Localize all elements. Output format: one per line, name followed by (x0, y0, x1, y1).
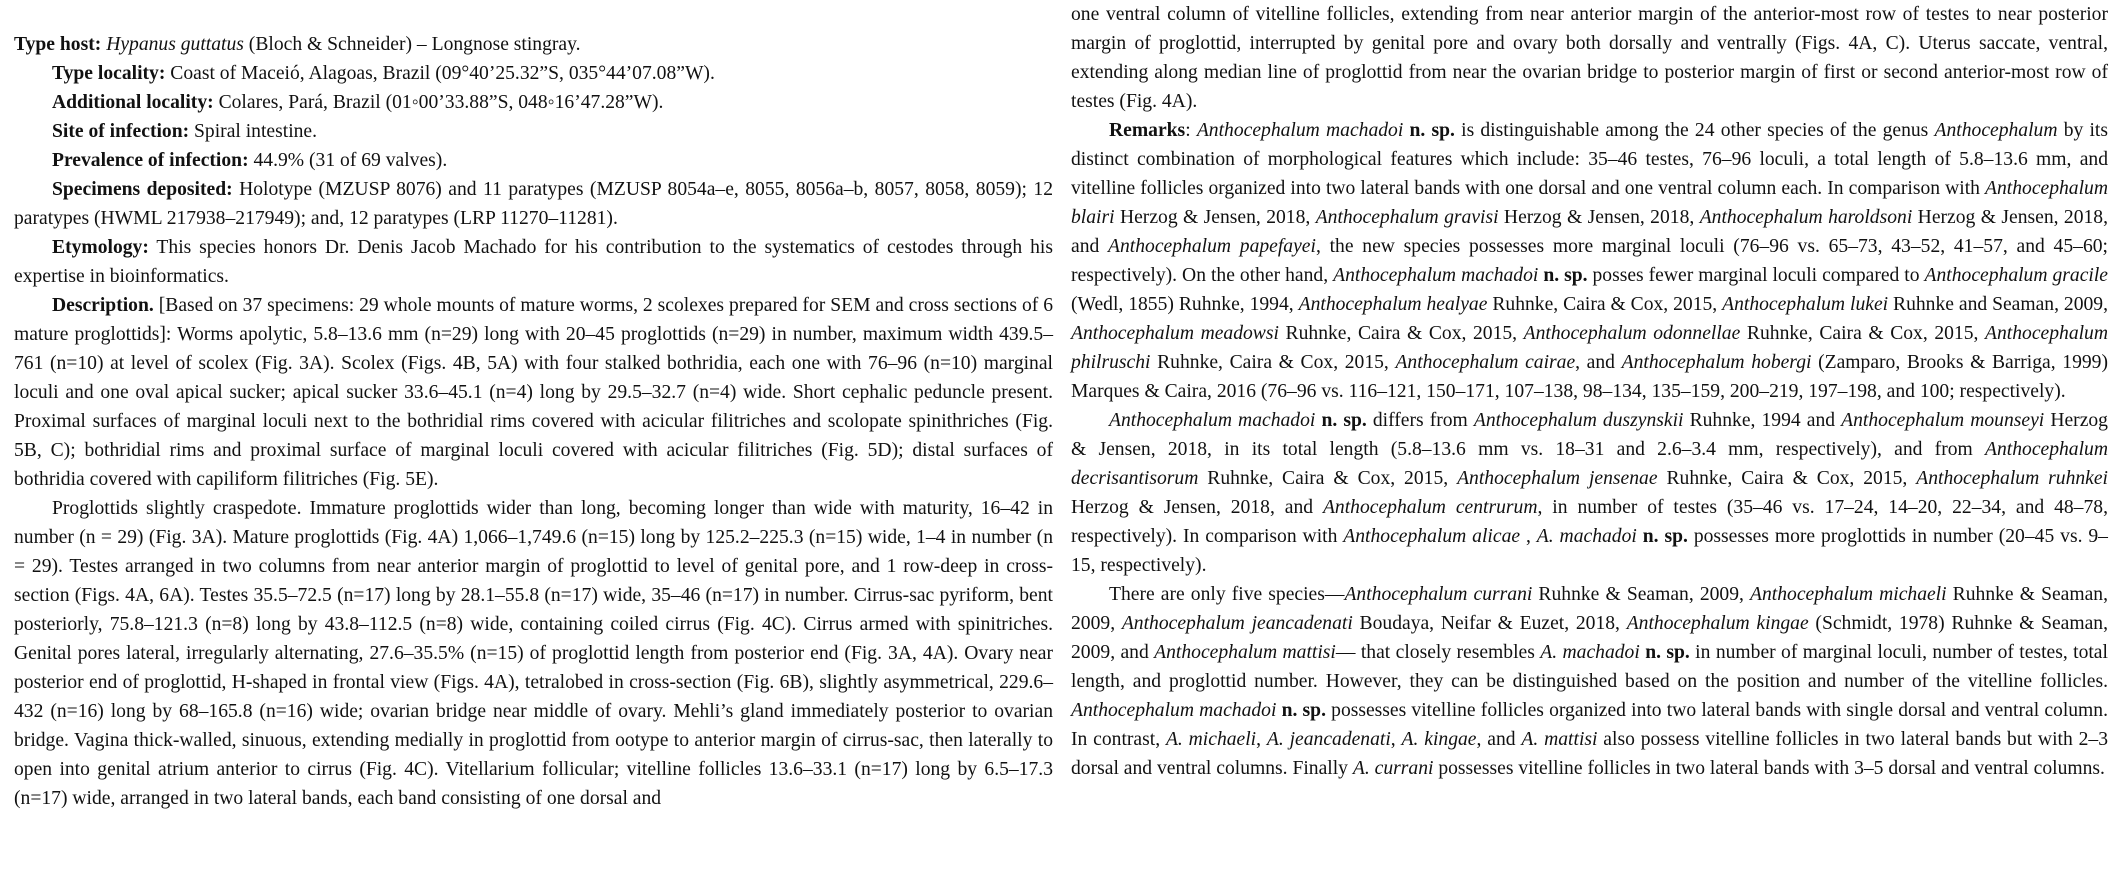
body-text: Herzog & Jensen, 2018, (1498, 207, 1700, 228)
differs-paragraph (1071, 406, 2108, 580)
new-species-marker: n. sp. (1409, 120, 1455, 141)
description-text: [Based on 37 specimens: 29 whole mounts of mature worms, 2 scolexes prepared for SEM and cross sections of 6 mature proglottids]: Worms apolytic, 5.8–13.6 mm (n=29) long with 20–45 proglottids (n=29) in number, maximum width 439.5–761 (n=10) at level of scolex (Fig. 3A). Scolex (Figs. 4B, 5A) with four stalked bothridia, each one with 76–96 (n=10) marginal loculi and one oval apical sucker; apical sucker 33.6–45.1 (n=4) long by 29.5–32.7 (n=4) wide. Short cephalic peduncle present. Proximal surfaces of marginal loculi next to the bothridial rims covered with acicular filitriches and scolopate spinithriches (Fig. 5B, C); bothridial rims and proximal surface of marginal loculi covered with acicular filitriches (Fig. 5D); distal surfaces of bothridia covered with capiliform filitriches (Fig. 5E). (14, 295, 1053, 490)
taxon-name: Anthocephalum hobergi (1621, 352, 1812, 373)
body-text: Ruhnke, Caira & Cox, 2015, (1150, 352, 1396, 373)
remarks-colon: : (1185, 120, 1197, 141)
description-paragraph (14, 291, 1053, 494)
body-text: , (1256, 729, 1267, 750)
taxon-name: Anthocephalum decrisantisorum (1071, 439, 2108, 489)
taxon-name: A. machadoi (1536, 526, 1637, 547)
prevalence-paragraph (14, 146, 1053, 175)
taxon-name: Anthocephalum jeancadenati (1121, 613, 1353, 634)
specimens-label: Specimens deposited: (52, 179, 233, 200)
body-text: , (1390, 729, 1402, 750)
taxon-name: Anthocephalum haroldsoni (1699, 207, 1913, 228)
taxon-name: Anthocephalum lukei (1722, 294, 1889, 315)
body-text: Ruhnke, Caira & Cox, 2015, (1487, 294, 1723, 315)
body-text: Boudaya, Neifar & Euzet, 2018, (1352, 613, 1627, 634)
taxon-name: Anthocephalum machadoi (1333, 265, 1539, 286)
taxon-name: A. kingae (1401, 729, 1477, 750)
taxon-name: A. machadoi (1540, 642, 1640, 663)
body-text: — that closely resembles (1335, 642, 1541, 663)
taxon-name: A. michaeli (1165, 729, 1257, 750)
taxon-name: Anthocephalum machadoi (1109, 410, 1316, 431)
body-text: is distinguishable among the 24 other species of the genus (1454, 120, 1935, 141)
taxon-name: Anthocephalum duszynskii (1473, 410, 1684, 431)
right-column (1071, 0, 2108, 783)
taxon-name: Anthocephalum gracile (1924, 265, 2108, 286)
body-text: in number of marginal loculi, number of testes, total length, and proglottid number. However, they can be distinguished based on the position and number of the vitelline follicles. (1071, 642, 2108, 692)
taxon-name: A. currani (1352, 758, 1434, 779)
body-text: , in number of testes (35–46 vs. 17–24, 14–20, 22–34, and 48–78, respectively). In comparison with (1071, 497, 2108, 547)
body-text: , (1520, 526, 1537, 547)
body-text: possesses vitelline follicles in two lateral bands with 3–5 dorsal and ventral columns. (1433, 758, 2105, 779)
body-text: Ruhnke & Seaman, 2009, (1532, 584, 1751, 605)
type-host-label: Type host: (14, 34, 102, 55)
taxon-name: A. jeancadenati (1266, 729, 1391, 750)
taxon-name: Anthocephalum currani (1344, 584, 1533, 605)
body-text: possesses vitelline follicles organized into two lateral bands with single dorsal and ventral column. In contrast, (1071, 700, 2108, 750)
host-species-name: Hypanus guttatus (106, 34, 244, 55)
body-text: Ruhnke, Caira & Cox, 2015, (1740, 323, 1986, 344)
new-species-marker: n. sp. (1645, 642, 1690, 663)
taxon-name: Anthocephalum (1934, 120, 2058, 141)
new-species-marker: n. sp. (1642, 526, 1688, 547)
description-label: Description. (52, 295, 154, 316)
new-species-marker: n. sp. (1281, 700, 1326, 721)
five-species-paragraph (1071, 580, 2108, 783)
new-species-marker: n. sp. (1321, 410, 1367, 431)
body-text: Ruhnke, Caira & Cox, 2015, (1278, 323, 1524, 344)
taxon-name: Anthocephalum papefayei (1108, 236, 1316, 257)
taxon-name: Anthocephalum philruschi (1071, 323, 2109, 373)
taxon-name: Anthocephalum ruhnkei (1916, 468, 2109, 489)
taxon-name: Anthocephalum machadoi (1071, 700, 1277, 721)
etymology-paragraph (14, 233, 1053, 291)
remarks-paragraph (1071, 116, 2108, 406)
taxon-name: Anthocephalum alicae (1343, 526, 1521, 547)
body-text: Herzog & Jensen, 2018, and (1071, 207, 2109, 257)
taxon-name: Anthocephalum blairi (1071, 178, 2108, 228)
body-text: Ruhnke and Seaman, 2009, (1888, 294, 2109, 315)
taxon-name: Anthocephalum odonnellae (1523, 323, 1741, 344)
taxon-name: Anthocephalum mounseyi (1841, 410, 2045, 431)
type-locality-label: Type locality: (52, 63, 166, 84)
body-text: Herzog & Jensen, 2018, in its total length (5.8–13.6 mm vs. 18–31 and 2.6–3.4 mm, respectively), and from (1071, 410, 2108, 460)
left-column (14, 30, 1053, 813)
taxon-name: Anthocephalum centrurum (1322, 497, 1538, 518)
specimens-text: Holotype (MZUSP 8076) and 11 paratypes (MZUSP 8054a–e, 8055, 8056a–b, 8057, 8058, 8059); 12 paratypes (HWML 217938–217949); and, 12 paratypes (LRP 11270–11281). (14, 179, 1053, 229)
taxon-name: Anthocephalum kingae (1626, 613, 1809, 634)
body-text: possesses more proglottids in number (20–45 vs. 9–15, respectively). (1071, 526, 2108, 576)
body-text: (Zamparo, Brooks & Barriga, 1999) Marques & Caira, 2016 (76–96 vs. 116–121, 150–171, 107–138, 98–134, 135–159, 200–219, 197–198, and 100; respectively). (1071, 352, 2108, 402)
additional-locality-text: Colares, Pará, Brazil (01◦00’33.88”S, 048◦16’47.28”W). (213, 92, 664, 113)
body-text: Herzog & Jensen, 2018, (1114, 207, 1316, 228)
type-host-text: (Bloch & Schneider) – Longnose stingray. (243, 34, 581, 55)
type-locality-paragraph (14, 59, 1053, 88)
taxon-name: Anthocephalum healyae (1298, 294, 1488, 315)
specimens-paragraph (14, 175, 1053, 233)
type-host-paragraph (14, 30, 1053, 59)
etymology-text: This species honors Dr. Denis Jacob Machado for his contribution to the systematics of cestodes through his expertise in bioinformatics. (14, 237, 1053, 287)
taxon-name: Anthocephalum machadoi (1196, 120, 1404, 141)
taxon-name: A. mattisi (1521, 729, 1598, 750)
body-text: also possess vitelline follicles in two lateral bands but with 2–3 dorsal and ventral columns. Finally (1071, 729, 2108, 779)
taxon-name: Anthocephalum jensenae (1457, 468, 1658, 489)
taxon-name: Anthocephalum meadowsi (1071, 323, 1279, 344)
etymology-label: Etymology: (52, 237, 149, 258)
body-text: , the new species possesses more marginal loculi (76–96 vs. 65–73, 43–52, 41–57, and 45–60; respectively). On the other hand, (1071, 236, 2108, 286)
taxon-name: Anthocephalum gravisi (1315, 207, 1499, 228)
body-text: Ruhnke & Seaman, 2009, (1071, 584, 2108, 634)
new-species-marker: n. sp. (1543, 265, 1588, 286)
taxon-name: Anthocephalum cairae (1395, 352, 1576, 373)
taxon-name: Anthocephalum mattisi (1154, 642, 1336, 663)
additional-locality-label: Additional locality: (52, 92, 214, 113)
site-of-infection-paragraph (14, 117, 1053, 146)
site-of-infection-text: Spiral intestine. (189, 121, 318, 142)
prevalence-text: 44.9% (31 of 69 valves). (248, 150, 448, 171)
type-locality-text: Coast of Maceió, Alagoas, Brazil (09°40’25.32”S, 035°44’07.08”W). (165, 63, 715, 84)
taxon-name: Anthocephalum michaeli (1750, 584, 1947, 605)
body-text: , and (1476, 729, 1522, 750)
vitellarium-continuation-paragraph: one ventral column of vitelline follicles, extending from near anterior margin of the anterior-most row of testes to near posterior margin of proglottid, interrupted by genital pore and ovary both dorsally and ventrally (Figs. 4A, C). Uterus saccate, ventral, extending along median line of proglottid from near the ovarian bridge to posterior margin of first or second anterior-most row of testes (Fig. 4A). (1071, 4, 2108, 112)
prevalence-label: Prevalence of infection: (52, 150, 249, 171)
body-text: Ruhnke, Caira & Cox, 2015, (1198, 468, 1458, 489)
site-of-infection-label: Site of infection: (52, 121, 190, 142)
body-text: Herzog & Jensen, 2018, and (1071, 497, 1323, 518)
remarks-label: Remarks (1109, 120, 1186, 141)
body-text: differs from (1366, 410, 1474, 431)
body-text: , and (1575, 352, 1622, 373)
remarks-text (1071, 120, 2108, 402)
additional-locality-paragraph (14, 88, 1053, 117)
body-text: by its distinct combination of morphological features which include: 35–46 testes, 76–96 loculi, a total length of 5.8–13.6 mm, and vitelline follicles organized into two lateral bands with one dorsal and one ventral column each. In comparison with (1071, 120, 2109, 199)
body-text: Ruhnke, Caira & Cox, 2015, (1657, 468, 1917, 489)
body-text: posses fewer marginal loculi compared to (1587, 265, 1925, 286)
body-text: (Wedl, 1855) Ruhnke, 1994, (1071, 294, 1299, 315)
body-text: There are only five species— (1109, 584, 1345, 605)
body-text: Ruhnke, 1994 and (1683, 410, 1842, 431)
body-text: (Schmidt, 1978) Ruhnke & Seaman, 2009, and (1071, 613, 2108, 663)
proglottids-paragraph: Proglottids slightly craspedote. Immature proglottids wider than long, becoming longer than wide with maturity, 16–42 in number (n = 29) (Fig. 3A). Mature proglottids (Fig. 4A) 1,066–1,749.6 (n=15) long by 125.2–225.3 (n=15) wide, 1–4 in number (n = 29). Testes arranged in two columns from near anterior margin of proglottid to level of genital pore, and 1 row-deep in cross-section (Figs. 4A, 6A). Testes 35.5–72.5 (n=17) long by 28.1–55.8 (n=17) wide, 35–46 (n=17) in number. Cirrus-sac pyriform, bent posteriorly, 75.8–121.3 (n=8) long by 43.8–112.5 (n=8) wide, containing coiled cirrus (Fig. 4C). Cirrus armed with spinitriches. Genital pores lateral, irregularly alternating, 27.6–35.5% (n=15) of proglottid length from posterior end (Fig. 3A, 4A). Ovary near posterior end of proglottid, H-shaped in frontal view (Figs. 4A), tetralobed in cross-section (Fig. 6B), slightly asymmetrical, 229.6–432 (n=16) long by 68–165.8 (n=16) wide; ovarian bridge near middle of ovary. Mehli’s gland immediately posterior to ovarian bridge. Vagina thick-walled, sinuous, extending medially in proglottid from ootype to anterior margin of cirrus-sac, then laterally to open into genital atrium anterior to cirrus (Fig. 4C). Vitellarium follicular; vitelline follicles 13.6–33.1 (n=17) long by 6.5–17.3 (n=17) wide, arranged in two lateral bands, each band consisting of one dorsal and (14, 498, 1053, 809)
